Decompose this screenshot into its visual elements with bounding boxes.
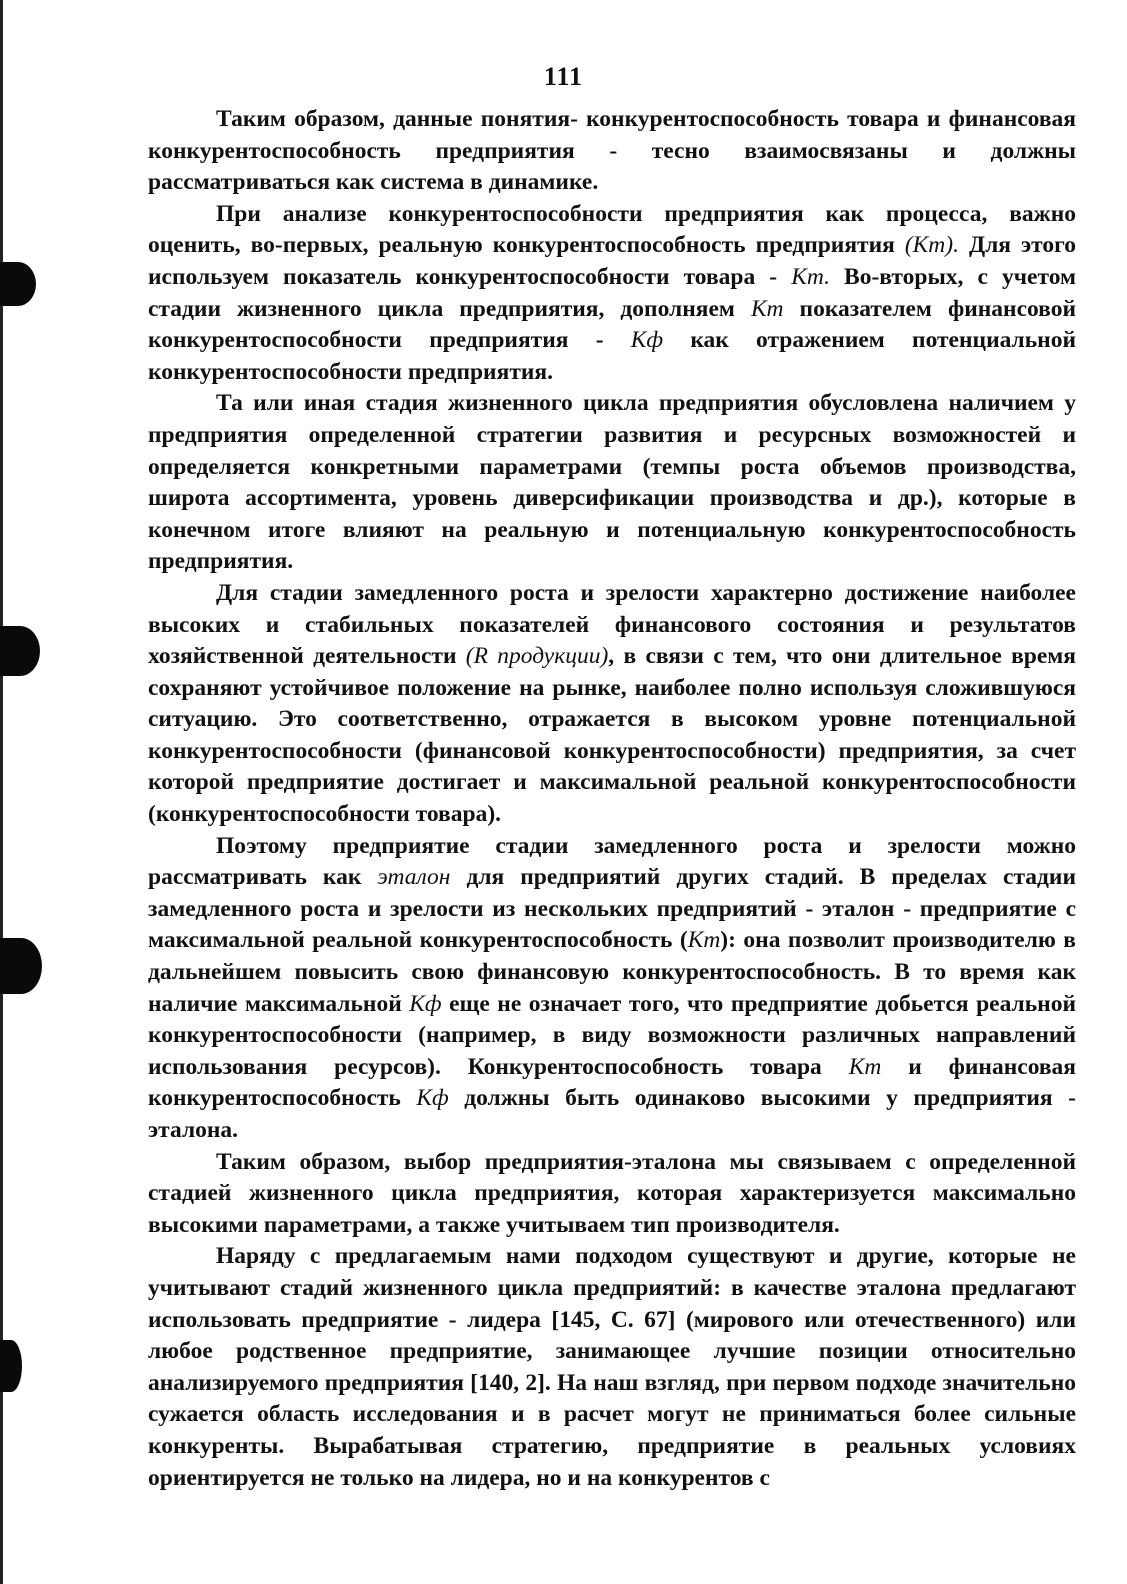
text-run: Наряду с предлагаемым нами подходом существуют и другие, которые не учитывают стадий жизненного цикла предприятий: в качестве эталона предлагают использовать предприятие - лидера [145, С. 67] (мирового или отечественного) или любое родственное предприятие, занимающее лучшие позиции относительно анализируемого предприятия [140, 2]. На наш взгляд, при первом подходе значительно сужается область исследования и в расчет могут не приниматься более сильные конкуренты. Вырабатывая стратегию, предприятие в реальных условиях ориентируется не только на лидера, но и на конкурентов с bbox=[148, 1243, 1076, 1491]
italic-term: (Кт). bbox=[904, 232, 959, 259]
text-run: Для этого используем показатель конкурентоспособности товара - bbox=[148, 232, 1076, 290]
paragraph bbox=[148, 104, 1076, 199]
text-run: , в связи с тем, что они длительное время сохраняют устойчивое положение на рынке, наиболее полно используя сложившуюся ситуацию. Это соответственно, отражается в высоком уровне потенциальной конкурентоспособности (финансовой конкурентоспособности) предприятия, за счет которой предприятие достигает и максимальной реальной конкурентоспособности (конкурентоспособности товара). bbox=[148, 643, 1076, 828]
italic-term: Кт bbox=[687, 927, 721, 954]
page-number: 111 bbox=[543, 62, 584, 91]
text-run: ): она позволит производителю в дальнейшем повысить свою финансовую конкурентоспособность. В то время как наличие максимальной bbox=[148, 927, 1076, 1017]
binder-hole-mark bbox=[0, 938, 42, 994]
text-run: показателем финансовой конкурентоспособности предприятия - bbox=[148, 295, 1077, 354]
text-run: Таким образом, выбор предприятия-эталона мы связываем с определенной стадией жизненного цикла предприятия, которая характеризуется максимально высокими параметрами, а также учитываем тип производителя. bbox=[148, 1148, 1076, 1238]
italic-term: Кт. bbox=[791, 263, 830, 290]
text-run: как отражением потенциальной конкурентоспособности предприятия. bbox=[148, 327, 1077, 385]
paragraph bbox=[148, 1147, 1076, 1242]
text-run: еще не означает того, что предприятие добьется реальной конкурентоспособности (например, в виду возможности различных направлений использования ресурсов). Конкурентоспособность товара bbox=[148, 990, 1076, 1080]
text-run: Таким образом, данные понятия- конкурентоспособность товара и финансовая конкурентоспособность предприятия - тесно взаимосвязаны и должны рассматриваться как система в динамике. bbox=[148, 106, 1076, 196]
text-run: и финансовая конкурентоспособность bbox=[148, 1053, 1077, 1112]
italic-term: Кф bbox=[409, 990, 442, 1017]
binder-hole-mark bbox=[0, 626, 40, 676]
italic-term: Кф bbox=[630, 327, 664, 354]
italic-term: эталон bbox=[377, 864, 451, 891]
text-run: Поэтому предприятие стадии замедленного роста и зрелости можно рассматривать как bbox=[148, 832, 1076, 891]
text-run: для предприятий других стадий. В пределах стадии замедленного роста и зрелости из нескольких предприятий - эталон - предприятие с максимальной реальной конкурентоспособность ( bbox=[148, 864, 1076, 954]
text-run: Для стадии замедленного роста и зрелости характерно достижение наиболее высоких и стабильных показателей финансового состояния и результатов хозяйственной деятельности bbox=[148, 579, 1076, 670]
text-run: Во-вторых, с учетом стадии жизненного цикла предприятия, дополняем bbox=[148, 263, 1076, 322]
text-run: должны быть одинаково высокими у предприятия - эталона. bbox=[148, 1085, 1076, 1143]
paragraph bbox=[148, 199, 1076, 389]
italic-term: (R продукции) bbox=[465, 643, 609, 670]
italic-term: Кт bbox=[848, 1053, 882, 1080]
paragraph bbox=[148, 578, 1076, 831]
paragraph bbox=[148, 831, 1076, 1147]
italic-term: Кт bbox=[750, 295, 784, 322]
paragraph bbox=[148, 388, 1076, 578]
binder-hole-mark bbox=[0, 1340, 22, 1392]
paragraph bbox=[148, 1241, 1076, 1494]
italic-term: Кф bbox=[416, 1085, 449, 1112]
text-run: Та или иная стадия жизненного цикла предприятия обусловлена наличием у предприятия определенной стратегии развития и ресурсных возможностей и определяется конкретными параметрами (темпы роста объемов производства, широта ассортимента, уровень диверсификации производства и др.), которые в конечном итоге влияют на реальную и потенциальную конкурентоспособность предприятия. bbox=[148, 390, 1076, 575]
document-body bbox=[148, 104, 1076, 1494]
binder-hole-mark bbox=[0, 262, 36, 306]
text-run: При анализе конкурентоспособности предприятия как процесса, важно оценить, во-первых, реальную конкурентоспособность предприятия bbox=[148, 200, 1076, 259]
